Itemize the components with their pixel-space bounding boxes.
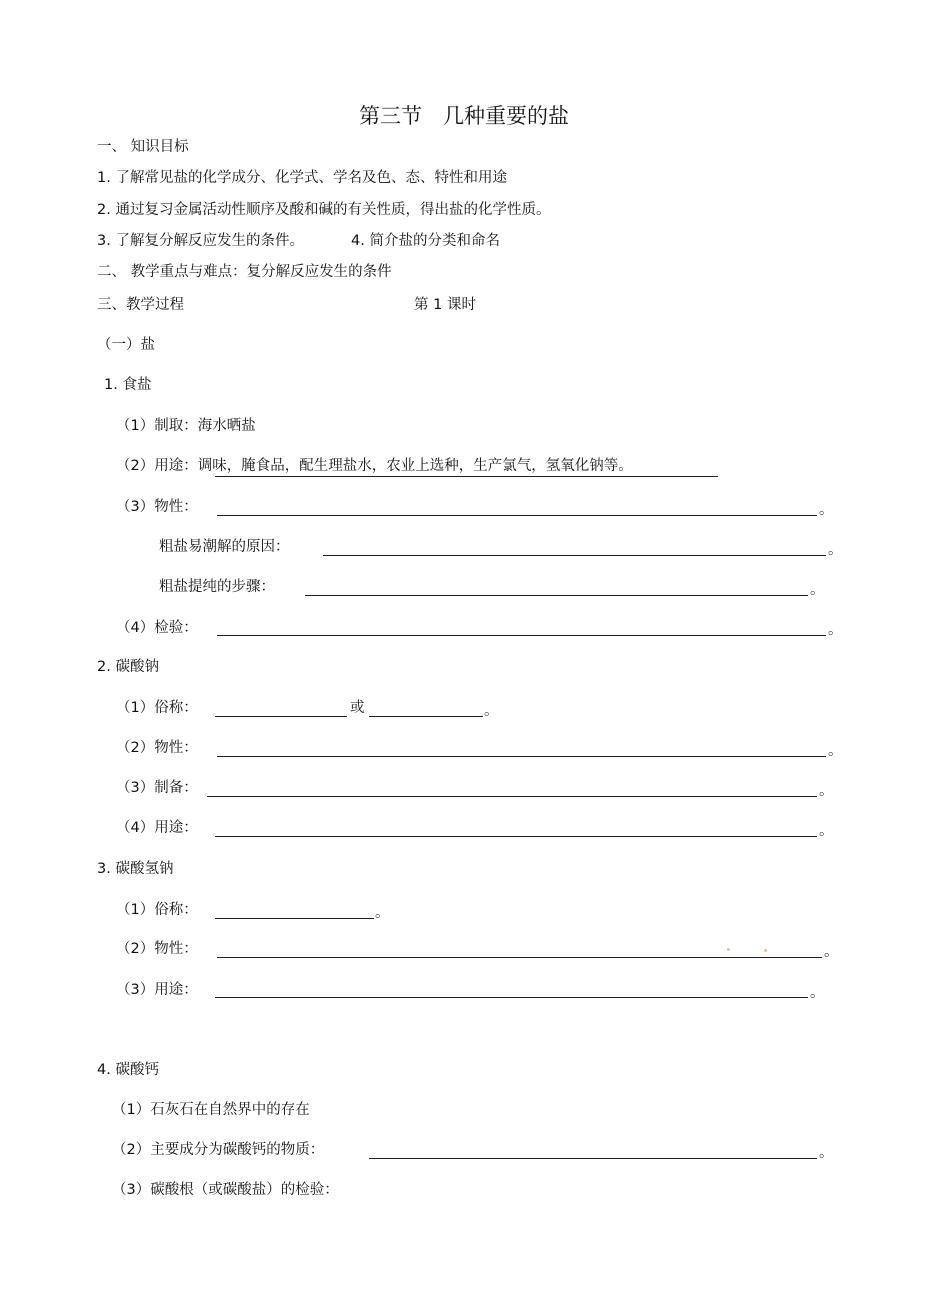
na2co3-uses-blank[interactable] <box>215 836 817 837</box>
na2co3-properties-label: （2）物性： <box>116 740 198 756</box>
section1-heading: 一、 知识目标 <box>97 139 189 155</box>
salt-preparation: （1）制取：海水晒盐 <box>116 418 256 434</box>
period: 。 <box>819 783 834 799</box>
limestone-item: （1）石灰石在自然界中的存在 <box>112 1102 310 1118</box>
period: 。 <box>484 703 499 719</box>
na2co3-uses-label: （4）用途： <box>116 820 198 836</box>
or-label: 或 <box>350 700 365 716</box>
nahco3-uses-blank[interactable] <box>215 997 808 998</box>
na2co3-common-name-blank-1[interactable] <box>215 716 347 717</box>
period: 。 <box>375 905 390 921</box>
period: 。 <box>828 743 843 759</box>
part1-heading: （一）盐 <box>97 337 155 353</box>
salt-properties-label: （3）物性： <box>116 499 198 515</box>
objective-item: 3. 了解复分解反应发生的条件。 <box>97 233 304 249</box>
salt-heading: 1. 食盐 <box>104 377 152 393</box>
salt-properties-blank[interactable] <box>217 515 817 516</box>
calcium-carbonate-heading: 4. 碳酸钙 <box>97 1062 159 1078</box>
period: 。 <box>819 1145 834 1161</box>
salt-test-blank[interactable] <box>217 635 826 636</box>
period: 。 <box>819 502 834 518</box>
na2co3-common-name-label: （1）俗称： <box>116 700 198 716</box>
page-title: 第三节 几种重要的盐 <box>359 104 569 128</box>
period: 。 <box>819 823 834 839</box>
period: 。 <box>810 985 825 1001</box>
period: 。 <box>810 582 825 598</box>
sodium-carbonate-heading: 2. 碳酸钠 <box>97 659 159 675</box>
na2co3-common-name-blank-2[interactable] <box>369 716 483 717</box>
section2-heading: 二、 教学重点与难点：复分解反应发生的条件 <box>97 264 392 280</box>
nahco3-properties-label: （2）物性： <box>116 941 198 957</box>
sodium-bicarbonate-heading: 3. 碳酸氢钠 <box>97 861 174 877</box>
na2co3-preparation-blank[interactable] <box>207 796 817 797</box>
carbonate-test-label: （3）碳酸根（或碳酸盐）的检验： <box>112 1182 339 1198</box>
nahco3-uses-label: （3）用途： <box>116 982 198 998</box>
caco3-main-component-blank[interactable] <box>369 1158 817 1159</box>
salt-deliquesce-blank[interactable] <box>323 555 826 556</box>
nahco3-common-name-label: （1）俗称： <box>116 902 198 918</box>
lesson-label: 第 1 课时 <box>414 297 476 313</box>
na2co3-properties-blank[interactable] <box>217 756 826 757</box>
salt-test-label: （4）检验： <box>116 620 198 636</box>
salt-purify-label: 粗盐提纯的步骤： <box>159 579 275 595</box>
speck-dot <box>764 949 767 952</box>
objective-item: 4. 简介盐的分类和命名 <box>351 233 500 249</box>
objective-item: 1. 了解常见盐的化学成分、化学式、学名及色、态、特性和用途 <box>97 170 507 186</box>
na2co3-preparation-label: （3）制备： <box>116 780 198 796</box>
period: 。 <box>824 944 839 960</box>
objective-item: 2. 通过复习金属活动性顺序及酸和碱的有关性质，得出盐的化学性质。 <box>97 202 551 218</box>
section3-heading: 三、教学过程 <box>97 297 184 313</box>
salt-uses-underline <box>215 476 718 477</box>
salt-purify-blank[interactable] <box>305 595 808 596</box>
period: 。 <box>828 542 843 558</box>
salt-deliquesce-label: 粗盐易潮解的原因： <box>159 539 290 555</box>
period: 。 <box>828 622 843 638</box>
nahco3-properties-blank[interactable] <box>217 957 822 958</box>
nahco3-common-name-blank[interactable] <box>215 918 374 919</box>
salt-uses: （2）用途：调味，腌食品，配生理盐水，农业上选种，生产氯气，氢氧化钠等。 <box>116 458 633 474</box>
speck-dot <box>727 948 730 951</box>
caco3-main-component-label: （2）主要成分为碳酸钙的物质： <box>112 1142 325 1158</box>
